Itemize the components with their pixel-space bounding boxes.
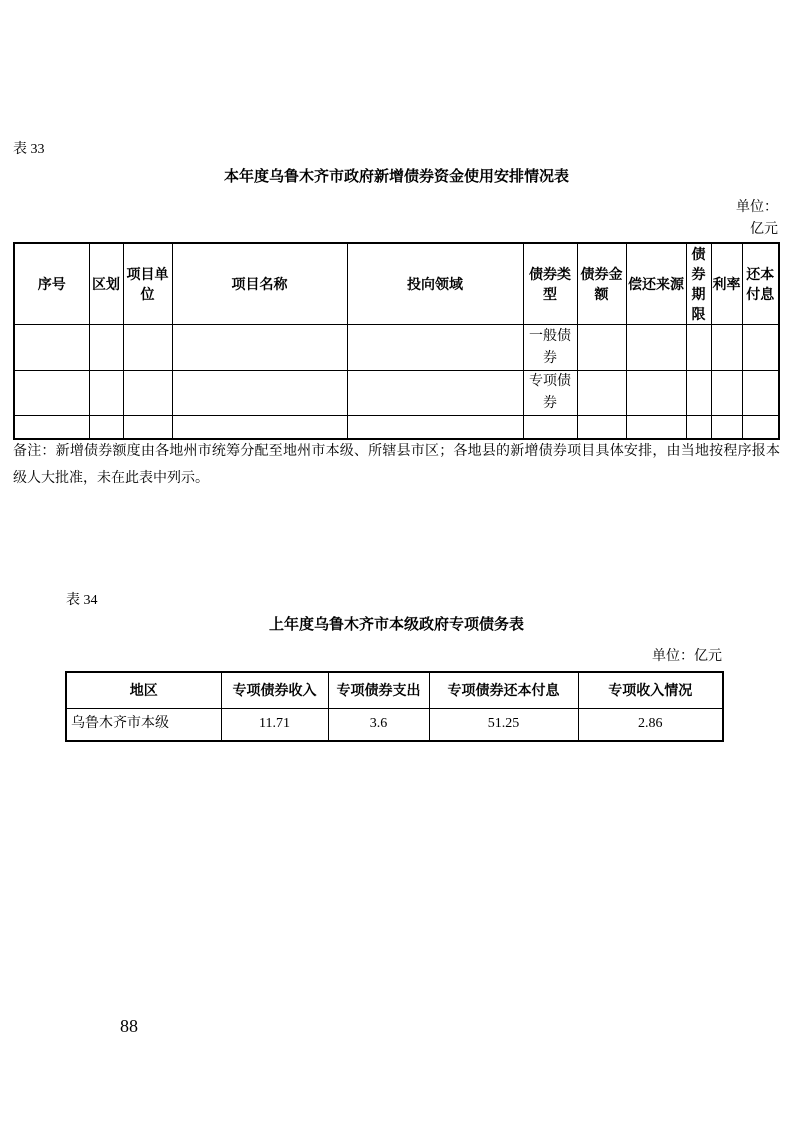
empty-cell (123, 416, 172, 439)
table34-label: 表 34 (66, 593, 98, 608)
empty-cell (577, 371, 626, 416)
empty-cell (626, 416, 686, 439)
table33-unit-label (736, 197, 778, 241)
empty-cell (172, 325, 347, 371)
table33-header-bond-type: 债券类型 (523, 243, 577, 325)
table33-title: 本年度乌鲁木齐市政府新增债券资金使用安排情况表 (223, 168, 569, 185)
empty-cell (347, 416, 523, 439)
empty-cell (686, 325, 711, 371)
special-bond-expense-cell: 3.6 (328, 708, 429, 741)
special-income-cell: 2.86 (578, 708, 723, 741)
empty-cell (89, 371, 123, 416)
empty-cell (626, 371, 686, 416)
empty-cell (626, 325, 686, 371)
empty-cell (14, 325, 89, 371)
empty-cell (742, 325, 779, 371)
empty-cell (14, 371, 89, 416)
table34-title: 上年度乌鲁木齐市本级政府专项债务表 (268, 616, 524, 633)
page-number: 88 (120, 1016, 138, 1036)
table34-header-special-bond-repayment: 专项债券还本付息 (429, 672, 578, 708)
empty-cell (172, 416, 347, 439)
bond-type-cell (523, 416, 577, 439)
table33-header-interest-rate: 利率 (711, 243, 742, 325)
empty-cell (89, 325, 123, 371)
table34-unit-label: 单位：亿元 (652, 649, 722, 664)
empty-cell (14, 416, 89, 439)
empty-cell (123, 371, 172, 416)
table33-label: 表 33 (13, 142, 45, 157)
table33-row-special-bond (14, 371, 779, 416)
table33-row-empty (14, 416, 779, 439)
empty-cell (89, 416, 123, 439)
empty-cell (711, 325, 742, 371)
empty-cell (123, 325, 172, 371)
empty-cell (577, 416, 626, 439)
bond-type-cell: 专项债券 (523, 371, 577, 416)
table34-header-special-income: 专项收入情况 (578, 672, 723, 708)
empty-cell (711, 416, 742, 439)
table33-header-project-name: 项目名称 (172, 243, 347, 325)
empty-cell (172, 371, 347, 416)
table34-header-special-bond-income: 专项债券收入 (221, 672, 328, 708)
table33-header-seq: 序号 (14, 243, 89, 325)
bond-type-cell: 一般债券 (523, 325, 577, 371)
empty-cell (686, 371, 711, 416)
empty-cell (711, 371, 742, 416)
empty-cell (347, 325, 523, 371)
table33-unit-line1: 单位： (736, 200, 778, 215)
table33-header-investment-field: 投向领域 (347, 243, 523, 325)
table33-header-bond-amount: 债券金额 (577, 243, 626, 325)
empty-cell (686, 416, 711, 439)
table34-header-special-bond-expense: 专项债券支出 (328, 672, 429, 708)
special-bond-repayment-cell: 51.25 (429, 708, 578, 741)
table34-data-row (66, 708, 723, 741)
empty-cell (742, 416, 779, 439)
table33-header-row (14, 243, 779, 325)
table33-header-principal-interest: 还本付息 (742, 243, 779, 325)
table33-unit-line2: 亿元 (750, 222, 778, 237)
empty-cell (577, 325, 626, 371)
special-bond-income-cell: 11.71 (221, 708, 328, 741)
empty-cell (742, 371, 779, 416)
table34 (65, 671, 724, 742)
table34-header-row (66, 672, 723, 708)
table33-note: 备注：新增债券额度由各地州市统筹分配至地州市本级、所辖县市区；各地县的新增债券项目具体安排，由当地按程序报本级人大批准，未在此表中列示。 (13, 444, 780, 486)
table33-header-repayment-source: 偿还来源 (626, 243, 686, 325)
table33-header-project-unit: 项目单位 (123, 243, 172, 325)
table33-row-general-bond (14, 325, 779, 371)
region-cell: 乌鲁木齐市本级 (66, 708, 221, 741)
empty-cell (347, 371, 523, 416)
table33-header-district: 区划 (89, 243, 123, 325)
table33-header-bond-term: 债券期限 (686, 243, 711, 325)
table34-header-region: 地区 (66, 672, 221, 708)
table33 (13, 242, 780, 440)
